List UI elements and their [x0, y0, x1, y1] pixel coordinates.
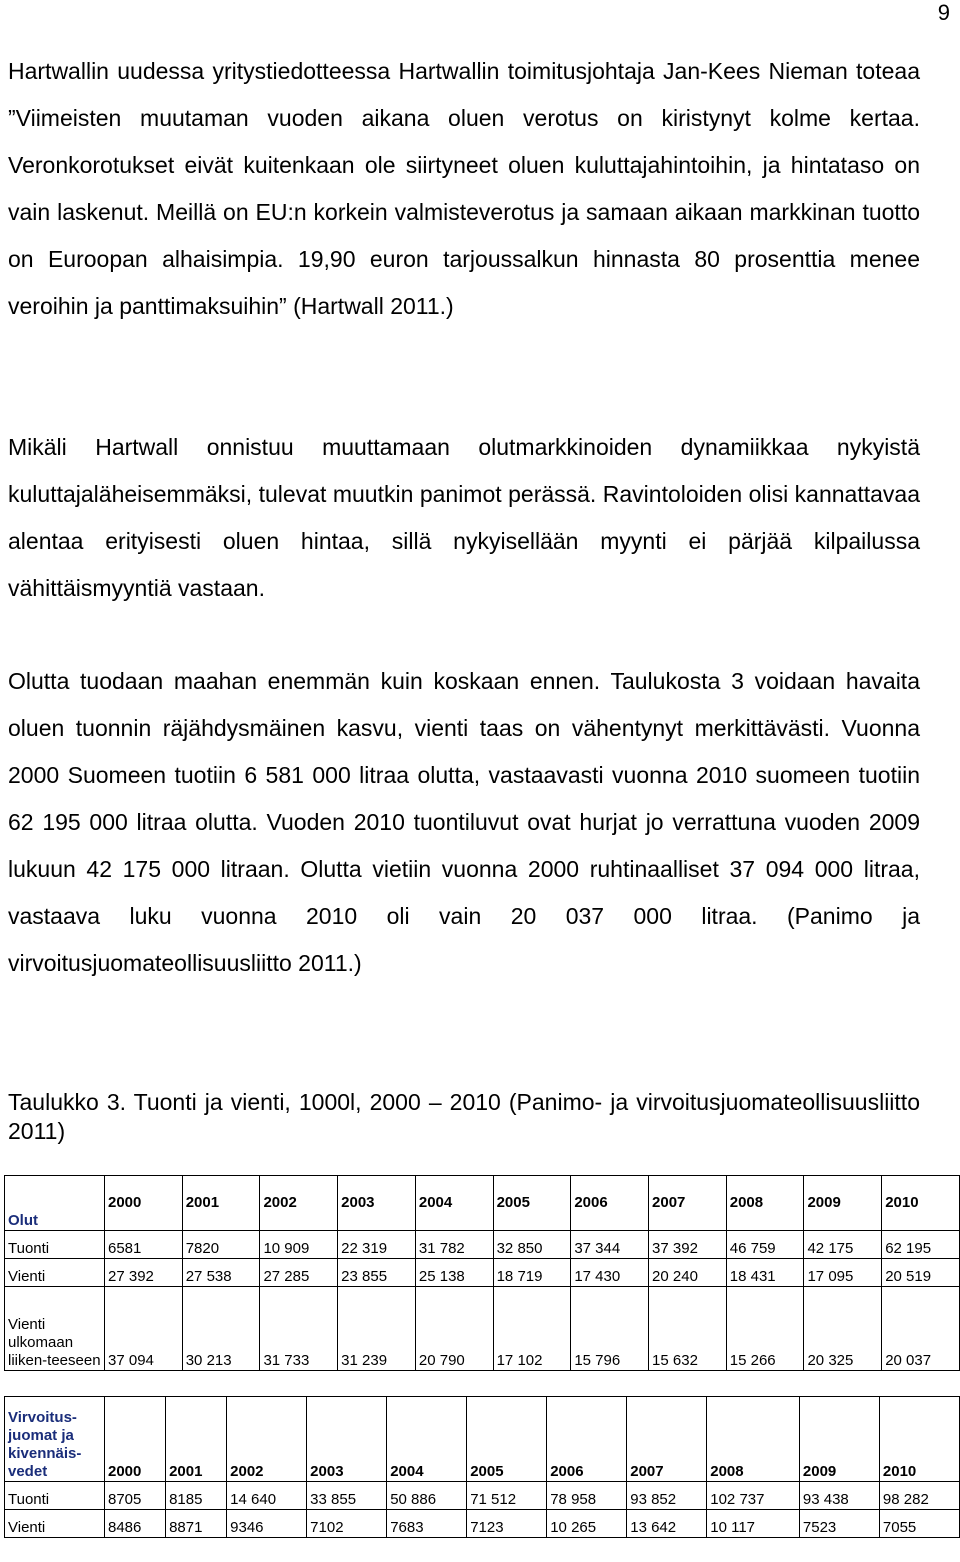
year-cell: 2003 — [338, 1176, 416, 1231]
table-cell: 37 344 — [571, 1231, 649, 1259]
table-header-row — [5, 1397, 960, 1482]
year-cell: 2008 — [726, 1176, 804, 1231]
table-cell: 17 095 — [804, 1259, 882, 1287]
table-cell: 27 392 — [105, 1259, 183, 1287]
table-cell: 93 438 — [799, 1482, 879, 1510]
table-cell: 20 519 — [882, 1259, 960, 1287]
table-cell: 10 265 — [547, 1510, 627, 1538]
year-cell: 2003 — [307, 1397, 387, 1482]
table-cell: 8185 — [166, 1482, 227, 1510]
table-cell: 32 850 — [493, 1231, 571, 1259]
table-cell: 42 175 — [804, 1231, 882, 1259]
table-cell: 8705 — [105, 1482, 166, 1510]
year-cell: 2006 — [547, 1397, 627, 1482]
table-cell: 7123 — [467, 1510, 547, 1538]
table-cell: 30 213 — [182, 1287, 260, 1371]
table-cell: 9346 — [227, 1510, 307, 1538]
table-cell: 17 102 — [493, 1287, 571, 1371]
row-label: Vienti — [5, 1510, 105, 1538]
table-cell: 46 759 — [726, 1231, 804, 1259]
table-cell: 62 195 — [882, 1231, 960, 1259]
table-cell: 78 958 — [547, 1482, 627, 1510]
table-cell: 10 117 — [707, 1510, 800, 1538]
page-number: 9 — [937, 0, 950, 25]
category-label — [5, 1176, 105, 1231]
table-cell: 15 266 — [726, 1287, 804, 1371]
table-cell: 7820 — [182, 1231, 260, 1259]
paragraph-2: Mikäli Hartwall onnistuu muuttamaan olutmarkkinoiden dynamiikkaa nykyistä kuluttajaläheisemmäksi, tulevat muutkin panimot perässä. Ravintoloiden olisi kannattavaa alentaa erityisesti oluen hintaa, sillä nykyisellään myynti ei pärjää kilpailussa vähittäismyyntiä vastaan. — [8, 434, 920, 601]
category-text: Virvoitus-juomat ja kivennäis-vedet — [8, 1409, 82, 1480]
category-text: Olut — [8, 1212, 38, 1229]
table-cell: 7102 — [307, 1510, 387, 1538]
year-cell: 2007 — [649, 1176, 727, 1231]
year-cell: 2001 — [166, 1397, 227, 1482]
table-cell: 50 886 — [387, 1482, 467, 1510]
year-cell: 2010 — [879, 1397, 959, 1482]
table-cell: 25 138 — [415, 1259, 493, 1287]
year-cell: 2002 — [260, 1176, 338, 1231]
category-label — [5, 1397, 105, 1482]
table-cell: 27 538 — [182, 1259, 260, 1287]
year-cell: 2009 — [799, 1397, 879, 1482]
table-cell: 18 431 — [726, 1259, 804, 1287]
table-caption: Taulukko 3. Tuonti ja vienti, 1000l, 2000 – 2010 (Panimo- ja virvoitusjuomateollisuusliitto 2011) — [8, 1089, 920, 1144]
table-cell: 37 392 — [649, 1231, 727, 1259]
table-cell: 71 512 — [467, 1482, 547, 1510]
table-cell: 8486 — [105, 1510, 166, 1538]
table-cell: 8871 — [166, 1510, 227, 1538]
table-cell: 31 782 — [415, 1231, 493, 1259]
table-cell: 23 855 — [338, 1259, 416, 1287]
table-cell: 98 282 — [879, 1482, 959, 1510]
table-row — [5, 1231, 960, 1259]
table-cell: 10 909 — [260, 1231, 338, 1259]
row-label: Tuonti — [5, 1482, 105, 1510]
table-cell: 31 733 — [260, 1287, 338, 1371]
table-cell: 20 240 — [649, 1259, 727, 1287]
year-cell: 2000 — [105, 1176, 183, 1231]
table-cell: 6581 — [105, 1231, 183, 1259]
year-cell: 2001 — [182, 1176, 260, 1231]
year-cell: 2004 — [415, 1176, 493, 1231]
table-cell: 7523 — [799, 1510, 879, 1538]
table-cell: 93 852 — [627, 1482, 707, 1510]
table-cell: 7683 — [387, 1510, 467, 1538]
year-cell: 2005 — [493, 1176, 571, 1231]
year-cell: 2010 — [882, 1176, 960, 1231]
year-cell: 2002 — [227, 1397, 307, 1482]
table-row — [5, 1287, 960, 1371]
table-cell: 18 719 — [493, 1259, 571, 1287]
table-cell: 7055 — [879, 1510, 959, 1538]
year-cell: 2007 — [627, 1397, 707, 1482]
table-row — [5, 1510, 960, 1538]
table-cell: 17 430 — [571, 1259, 649, 1287]
year-cell: 2008 — [707, 1397, 800, 1482]
table-cell: 20 790 — [415, 1287, 493, 1371]
table-row — [5, 1482, 960, 1510]
beer-table — [4, 1175, 960, 1371]
year-cell: 2000 — [105, 1397, 166, 1482]
table-cell: 15 796 — [571, 1287, 649, 1371]
row-label: Tuonti — [5, 1231, 105, 1259]
soft-drinks-table — [4, 1396, 960, 1538]
table-cell: 37 094 — [105, 1287, 183, 1371]
table-cell: 20 325 — [804, 1287, 882, 1371]
table-cell: 13 642 — [627, 1510, 707, 1538]
table-cell: 20 037 — [882, 1287, 960, 1371]
table-cell: 27 285 — [260, 1259, 338, 1287]
paragraph-3: Olutta tuodaan maahan enemmän kuin koskaan ennen. Taulukosta 3 voidaan havaita oluen tuonnin räjähdysmäinen kasvu, vienti taas on vähentynyt merkittävästi. Vuonna 2000 Suomeen tuotiin 6 581 000 litraa olutta, vastaavasti vuonna 2010 suomeen tuotiin 62 195 000 litraa olutta. Vuoden 2010 tuontiluvut ovat hurjat jo verrattuna vuoden 2009 lukuun 42 175 000 litraan. Olutta vietiin vuonna 2000 ruhtinaalliset 37 094 000 litraa, vastaava luku vuonna 2010 oli vain 20 037 000 litraa. (Panimo ja virvoitusjuomateollisuusliitto 2011.) — [8, 668, 920, 976]
table-cell: 22 319 — [338, 1231, 416, 1259]
table-cell: 102 737 — [707, 1482, 800, 1510]
table-header-row — [5, 1176, 960, 1231]
year-cell: 2005 — [467, 1397, 547, 1482]
table-cell: 15 632 — [649, 1287, 727, 1371]
row-label: Vienti ulkomaan liiken-teeseen — [5, 1287, 105, 1371]
table-row — [5, 1259, 960, 1287]
row-label: Vienti — [5, 1259, 105, 1287]
table-cell: 14 640 — [227, 1482, 307, 1510]
year-cell: 2004 — [387, 1397, 467, 1482]
paragraph-1: Hartwallin uudessa yritystiedotteessa Hartwallin toimitusjohtaja Jan-Kees Nieman toteaa ”Viimeisten muutaman vuoden aikana oluen verotus on kiristynyt kolme kertaa. Veronkorotukset eivät kuitenkaan ole siirtyneet oluen kuluttajahintoihin, ja hintataso on vain laskenut. Meillä on EU:n korkein valmisteverotus ja samaan aikaan markkinan tuotto on Euroopan alhaisimpia. 19,90 euron tarjoussalkun hinnasta 80 prosenttia menee veroihin ja panttimaksuihin” (Hartwall 2011.) — [8, 58, 920, 319]
year-cell: 2006 — [571, 1176, 649, 1231]
year-cell: 2009 — [804, 1176, 882, 1231]
table-cell: 33 855 — [307, 1482, 387, 1510]
table-cell: 31 239 — [338, 1287, 416, 1371]
